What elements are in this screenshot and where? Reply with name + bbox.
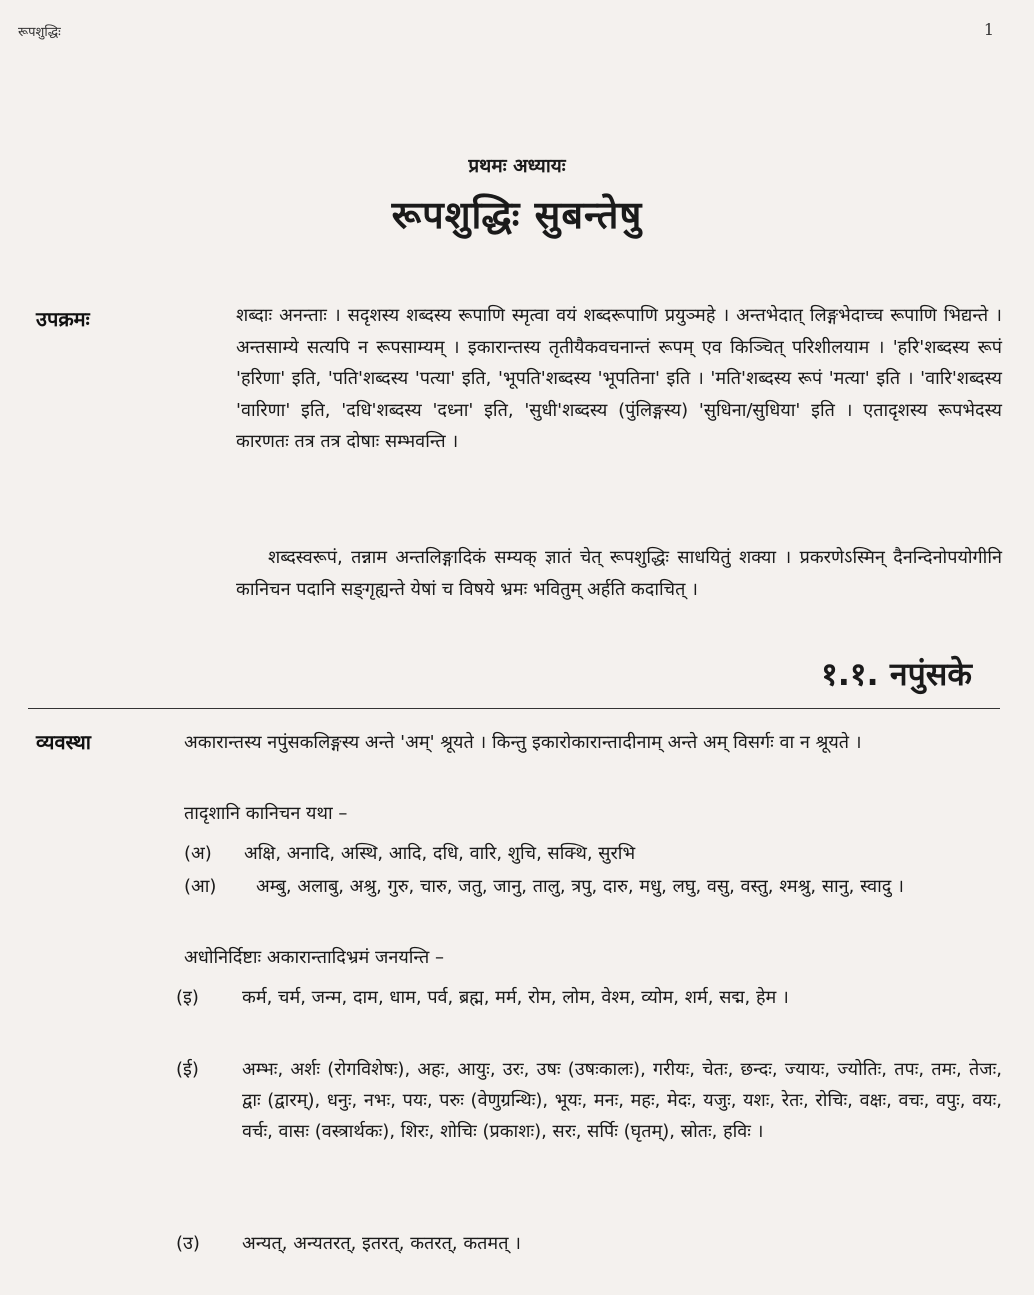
upakrama-label: उपक्रमः bbox=[36, 307, 90, 331]
list-item-text: अक्षि, अनादि, अस्थि, आदि, दधि, वारि, शुचि, सक्थि, सुरभि bbox=[244, 843, 636, 864]
section-heading: १.१. नपुंसके bbox=[821, 655, 972, 693]
list-item-text: अम्बु, अलाबु, अश्रु, गुरु, चारु, जतु, जानु, तालु, त्रपु, दारु, मधु, लघु, वसु, वस्तु, श्मश्रु, सानु, स्वादु । bbox=[256, 876, 904, 897]
list-item bbox=[184, 871, 1002, 933]
running-head: रूपशुद्धिः bbox=[18, 25, 61, 40]
list-item-text: अन्यत्, अन्यतरत्, इतरत्, कतरत्, कतमत् । bbox=[242, 1233, 521, 1254]
list-item bbox=[184, 838, 1002, 869]
list-marker: (अ) bbox=[184, 843, 212, 864]
vyavastha-intro: अकारान्तस्य नपुंसकलिङ्गस्य अन्ते 'अम्' श्रूयते । किन्तु इकारोकारान्तादीनाम् अन्ते अम् विसर्गः वा न श्रूयते । bbox=[184, 732, 862, 753]
list-item bbox=[176, 1228, 1002, 1259]
list-marker: (ई) bbox=[176, 1059, 199, 1080]
page-number: 1 bbox=[983, 20, 994, 39]
list-lead-2: अधोनिर्दिष्टाः अकारान्तादिभ्रमं जनयन्ति – bbox=[184, 947, 444, 968]
chapter-label: प्रथमः अध्यायः bbox=[468, 155, 566, 177]
vyavastha-label: व्यवस्था bbox=[36, 730, 91, 754]
list-item bbox=[176, 1054, 1002, 1212]
list-marker: (उ) bbox=[176, 1233, 200, 1254]
list-marker: (आ) bbox=[184, 876, 217, 897]
list-item-text: अम्भः, अर्शः (रोगविशेषः), अहः, आयुः, उरः, उषः (उषःकालः), गरीयः, चेतः, छन्दः, ज्यायः, ज्योतिः, तपः, तमः, तेजः, द्वाः (द्वारम्), धनुः, नभः, पयः, परुः (वेणुग्रन्थिः), भूयः, मनः, महः, मेदः, यजुः, यशः, रेतः, रोचिः, वक्षः, वचः, वपुः, वयः, वर्चः, वासः (वस्त्रार्थकः), शिरः, शोचिः (प्रकाशः), सरः, सर्पिः (घृतम्), स्रोतः, हविः । bbox=[242, 1059, 1002, 1142]
chapter-title: रूपशुद्धिः सुबन्तेषु bbox=[391, 193, 643, 237]
list-marker: (इ) bbox=[176, 987, 199, 1008]
upakrama-paragraph-2: शब्दस्वरूपं, तन्नाम अन्तलिङ्गादिकं सम्यक् ज्ञातं चेत् रूपशुद्धिः साधयितुं शक्या । प्रकरणेऽस्मिन् दैनन्दिनोपयोगीनि कानिचन पदानि सङ्गृह्यन्ते येषां च विषये भ्रमः भवितुम् अर्हति कदाचित् । bbox=[236, 547, 1002, 600]
section-divider bbox=[28, 708, 1000, 709]
list-item bbox=[176, 982, 1002, 1044]
list-item-text: कर्म, चर्म, जन्म, दाम, धाम, पर्व, ब्रह्म, मर्म, रोम, लोम, वेश्म, व्योम, शर्म, सद्म, हेम । bbox=[242, 987, 789, 1008]
list-lead-1: तादृशानि कानिचन यथा – bbox=[184, 803, 348, 824]
upakrama-paragraph-1: शब्दाः अनन्ताः । सदृशस्य शब्दस्य रूपाणि स्मृत्वा वयं शब्दरूपाणि प्रयुञ्महे । अन्तभेदात् लिङ्गभेदाच्च रूपाणि भिद्यन्ते । अन्तसाम्ये सत्यपि न रूपसाम्यम् । इकारान्तस्य तृतीयैकवचनान्तं रूपम् एव किञ्चित् परिशीलयाम । 'हरि'शब्दस्य रूपं 'हरिणा' इति, 'पति'शब्दस्य 'पत्या' इति, 'भूपति'शब्दस्य 'भूपतिना' इति । 'मति'शब्दस्य रूपं 'मत्या' इति । 'वारि'शब्दस्य 'वारिणा' इति, 'दधि'शब्दस्य 'दध्ना' इति, 'सुधी'शब्दस्य (पुंलिङ्गस्य) 'सुधिना/सुधिया' इति । एतादृशस्य रूपभेदस्य कारणतः तत्र तत्र दोषाः सम्भवन्ति । bbox=[236, 305, 1002, 452]
